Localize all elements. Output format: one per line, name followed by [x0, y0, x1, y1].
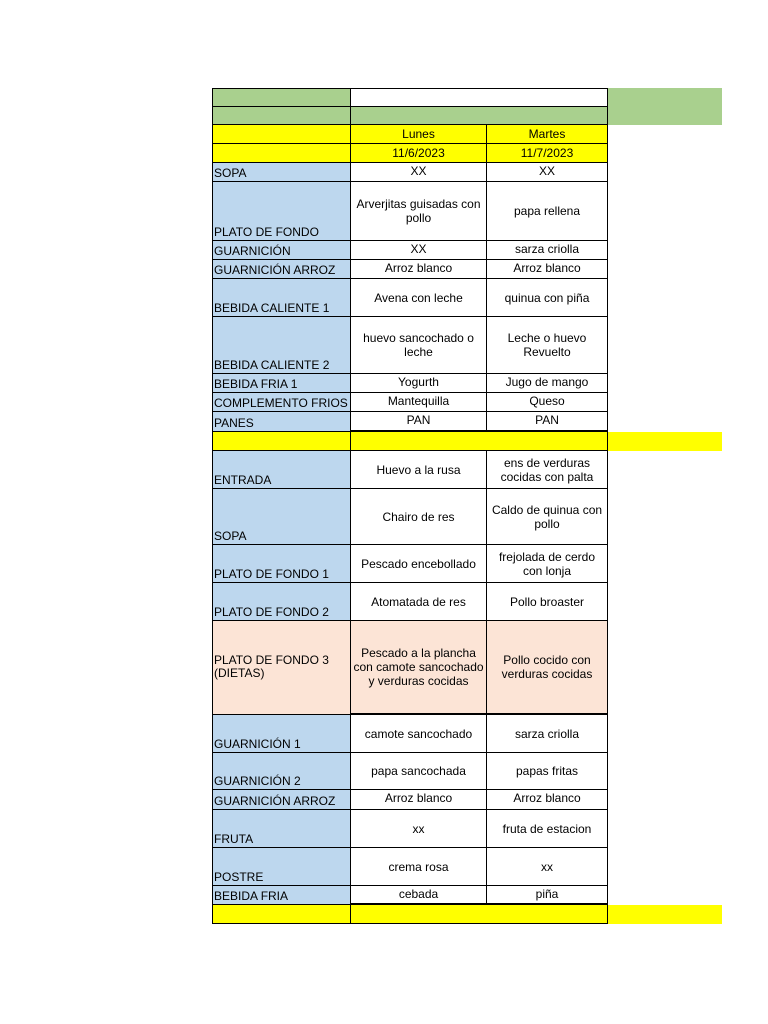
martes-cell[interactable]	[487, 810, 608, 848]
row-label-cell[interactable]	[212, 317, 351, 374]
cell-text: Pollo broaster	[509, 594, 585, 609]
date-martes: 11/7/2023	[520, 146, 574, 160]
row-label-cell[interactable]	[212, 260, 351, 279]
cell-text: Leche o huevo Revuelto	[507, 331, 587, 359]
row-label-cell[interactable]	[212, 241, 351, 260]
date-header-label-cell[interactable]	[212, 144, 351, 163]
row-label: BEBIDA CALIENTE 1	[214, 301, 330, 315]
dates-row	[212, 144, 608, 163]
cell-text: XX	[410, 242, 427, 256]
row-label-cell[interactable]	[212, 848, 351, 886]
cell-text: Caldo de quinua con pollo	[491, 502, 603, 531]
cell-text: Yogurth	[398, 375, 439, 389]
section-separator-row	[212, 432, 608, 451]
martes-cell[interactable]	[487, 753, 608, 790]
row-label: PANES	[214, 416, 254, 430]
table-row	[212, 241, 608, 260]
cell-text: Pescado a la plancha con camote sancochado y verduras cocidas	[353, 646, 484, 688]
cell-text: xx	[412, 821, 425, 836]
table-row	[212, 182, 608, 241]
header-cell[interactable]	[212, 107, 351, 125]
row-label: GUARNICIÓN	[214, 244, 291, 258]
cell-text: ens de verduras cocidas con palta	[500, 455, 594, 484]
martes-cell[interactable]	[487, 182, 608, 241]
martes-cell[interactable]	[487, 583, 608, 621]
lunes-cell[interactable]	[351, 810, 487, 848]
table-row	[212, 279, 608, 317]
martes-cell[interactable]	[487, 715, 608, 753]
row-label-cell[interactable]	[212, 393, 351, 412]
cell-text: sarza criolla	[514, 726, 580, 741]
cell-text: XX	[538, 164, 555, 178]
day-lunes-cell[interactable]	[351, 125, 487, 144]
row-label: GUARNICIÓN ARROZ	[214, 794, 336, 808]
sheet-header-row-2	[212, 107, 608, 125]
row-label: PLATO DE FONDO	[214, 225, 319, 239]
sheet-header-row-1	[212, 88, 608, 107]
cell-text: Chairo de res	[382, 509, 455, 524]
lunes-cell[interactable]	[351, 753, 487, 790]
table-row	[212, 393, 608, 412]
cell-text: Atomatada de res	[371, 594, 466, 609]
martes-cell[interactable]	[487, 886, 608, 905]
lunes-cell[interactable]	[351, 489, 487, 545]
cell-text: Arroz blanco	[384, 791, 453, 805]
table-row	[212, 848, 608, 886]
separator-yellow-extension	[608, 432, 722, 451]
cell-text: camote sancochado	[364, 726, 473, 741]
lunes-cell[interactable]	[351, 621, 487, 715]
table-row	[212, 545, 608, 583]
table-row	[212, 489, 608, 545]
table-row	[212, 451, 608, 489]
day-martes: Martes	[528, 127, 566, 141]
row-label-cell[interactable]	[212, 810, 351, 848]
cell-text: Huevo a la rusa	[376, 462, 461, 477]
lunes-cell[interactable]	[351, 886, 487, 905]
cell-text: Queso	[529, 394, 565, 408]
table-row	[212, 810, 608, 848]
header-cell[interactable]	[212, 89, 351, 107]
separator-merged-cell[interactable]	[351, 905, 608, 924]
row-label-cell[interactable]	[212, 374, 351, 393]
cell-text: Pescado encebollado	[361, 556, 476, 571]
martes-cell[interactable]	[487, 374, 608, 393]
cell-text: cebada	[398, 887, 439, 901]
lunes-cell[interactable]	[351, 545, 487, 583]
row-label-cell[interactable]	[212, 182, 351, 241]
lunes-cell[interactable]	[351, 260, 487, 279]
table-row	[212, 886, 608, 905]
header-green-extension	[608, 88, 722, 125]
table-row	[212, 163, 608, 182]
cell-text: XX	[410, 164, 427, 178]
cell-text: PAN	[406, 413, 431, 427]
martes-cell[interactable]	[487, 260, 608, 279]
row-label: COMPLEMENTO FRIOS	[214, 396, 348, 410]
cell-text: huevo sancochado o leche	[363, 331, 474, 359]
date-martes-cell[interactable]	[487, 144, 608, 163]
row-label: BEBIDA FRIA 1	[214, 377, 298, 391]
lunes-cell[interactable]	[351, 163, 487, 182]
lunes-cell[interactable]	[351, 374, 487, 393]
lunes-cell[interactable]	[351, 715, 487, 753]
cell-text: quinua con piña	[504, 290, 590, 305]
separator-cell[interactable]	[212, 905, 351, 924]
lunes-cell[interactable]	[351, 790, 487, 810]
row-label: POSTRE	[214, 870, 264, 884]
row-label-cell[interactable]	[212, 412, 351, 432]
row-label-cell[interactable]	[212, 489, 351, 545]
row-label: PLATO DE FONDO 2	[214, 605, 329, 619]
row-label-cell[interactable]	[212, 583, 351, 621]
date-lunes: 11/6/2023	[392, 146, 445, 160]
cell-text: frejolada de cerdo con lonja	[498, 549, 596, 578]
row-label-cell[interactable]	[212, 790, 351, 810]
table-row	[212, 412, 608, 432]
cell-text: papas fritas	[515, 764, 579, 778]
cell-text: fruta de estacion	[502, 821, 592, 836]
row-label: BEBIDA FRIA	[214, 889, 289, 903]
cell-text: Avena con leche	[374, 290, 463, 305]
martes-cell[interactable]	[487, 412, 608, 432]
separator-merged-cell[interactable]	[351, 432, 608, 451]
lunes-cell[interactable]	[351, 241, 487, 260]
martes-cell[interactable]	[487, 163, 608, 182]
row-label-cell[interactable]	[212, 886, 351, 905]
footer-separator-row	[212, 905, 608, 924]
day-martes-cell[interactable]	[487, 125, 608, 144]
cell-text: xx	[541, 859, 553, 874]
lunes-cell[interactable]	[351, 317, 487, 374]
lunes-cell[interactable]	[351, 279, 487, 317]
martes-cell[interactable]	[487, 451, 608, 489]
day-lunes: Lunes	[402, 127, 435, 141]
table-row-diet	[212, 621, 608, 715]
header-merged-cell[interactable]	[351, 89, 608, 107]
row-label: FRUTA	[214, 832, 254, 846]
table-row	[212, 317, 608, 374]
row-label: SOPA	[214, 166, 247, 180]
martes-cell[interactable]	[487, 279, 608, 317]
cell-text: piña	[535, 887, 559, 901]
cell-text: Mantequilla	[387, 394, 450, 408]
separator-cell[interactable]	[212, 432, 351, 451]
martes-cell[interactable]	[487, 848, 608, 886]
cell-text: crema rosa	[388, 859, 449, 874]
row-label: SOPA	[214, 529, 247, 543]
cell-text: PAN	[535, 413, 559, 427]
row-label: BEBIDA CALIENTE 2	[214, 358, 330, 372]
row-label-cell[interactable]	[212, 753, 351, 790]
header-merged-cell[interactable]	[351, 107, 608, 125]
lunes-cell[interactable]	[351, 583, 487, 621]
martes-cell[interactable]	[487, 545, 608, 583]
martes-cell[interactable]	[487, 393, 608, 412]
cell-text: Arverjitas guisadas con pollo	[356, 197, 481, 225]
lunes-cell[interactable]	[351, 848, 487, 886]
table-row	[212, 374, 608, 393]
lunes-cell[interactable]	[351, 412, 487, 432]
table-row	[212, 790, 608, 810]
date-lunes-cell[interactable]	[351, 144, 487, 163]
cell-text: Arroz blanco	[513, 791, 581, 805]
day-names-row	[212, 125, 608, 144]
row-label-cell[interactable]	[212, 279, 351, 317]
row-label-cell[interactable]	[212, 715, 351, 753]
row-label: ENTRADA	[214, 473, 272, 487]
row-label: PLATO DE FONDO 3 (DIETAS)	[214, 653, 329, 680]
row-label: GUARNICIÓN 2	[214, 774, 301, 788]
cell-text: papa rellena	[513, 204, 581, 218]
cell-text: papa sancochada	[371, 764, 466, 778]
cell-text: Arroz blanco	[513, 261, 581, 275]
row-label-cell[interactable]	[212, 451, 351, 489]
row-label-cell[interactable]	[212, 163, 351, 182]
cell-text: Jugo de mango	[505, 375, 589, 389]
lunes-cell[interactable]	[351, 182, 487, 241]
table-row	[212, 583, 608, 621]
row-label: PLATO DE FONDO 1	[214, 567, 329, 581]
table-row	[212, 260, 608, 279]
lunes-cell[interactable]	[351, 393, 487, 412]
day-header-label-cell[interactable]	[212, 125, 351, 144]
lunes-cell[interactable]	[351, 451, 487, 489]
martes-cell[interactable]	[487, 790, 608, 810]
martes-cell[interactable]	[487, 241, 608, 260]
cell-text: sarza criolla	[514, 242, 580, 256]
table-row	[212, 753, 608, 790]
row-label-cell[interactable]	[212, 621, 351, 715]
table-row	[212, 715, 608, 753]
row-label: GUARNICIÓN 1	[214, 737, 301, 751]
footer-yellow-extension	[608, 905, 722, 924]
martes-cell[interactable]	[487, 489, 608, 545]
cell-text: Pollo cocido con verduras cocidas	[501, 653, 593, 681]
martes-cell[interactable]	[487, 621, 608, 715]
cell-text: Arroz blanco	[384, 261, 453, 275]
row-label-cell[interactable]	[212, 545, 351, 583]
martes-cell[interactable]	[487, 317, 608, 374]
row-label: GUARNICIÓN ARROZ	[214, 263, 336, 277]
